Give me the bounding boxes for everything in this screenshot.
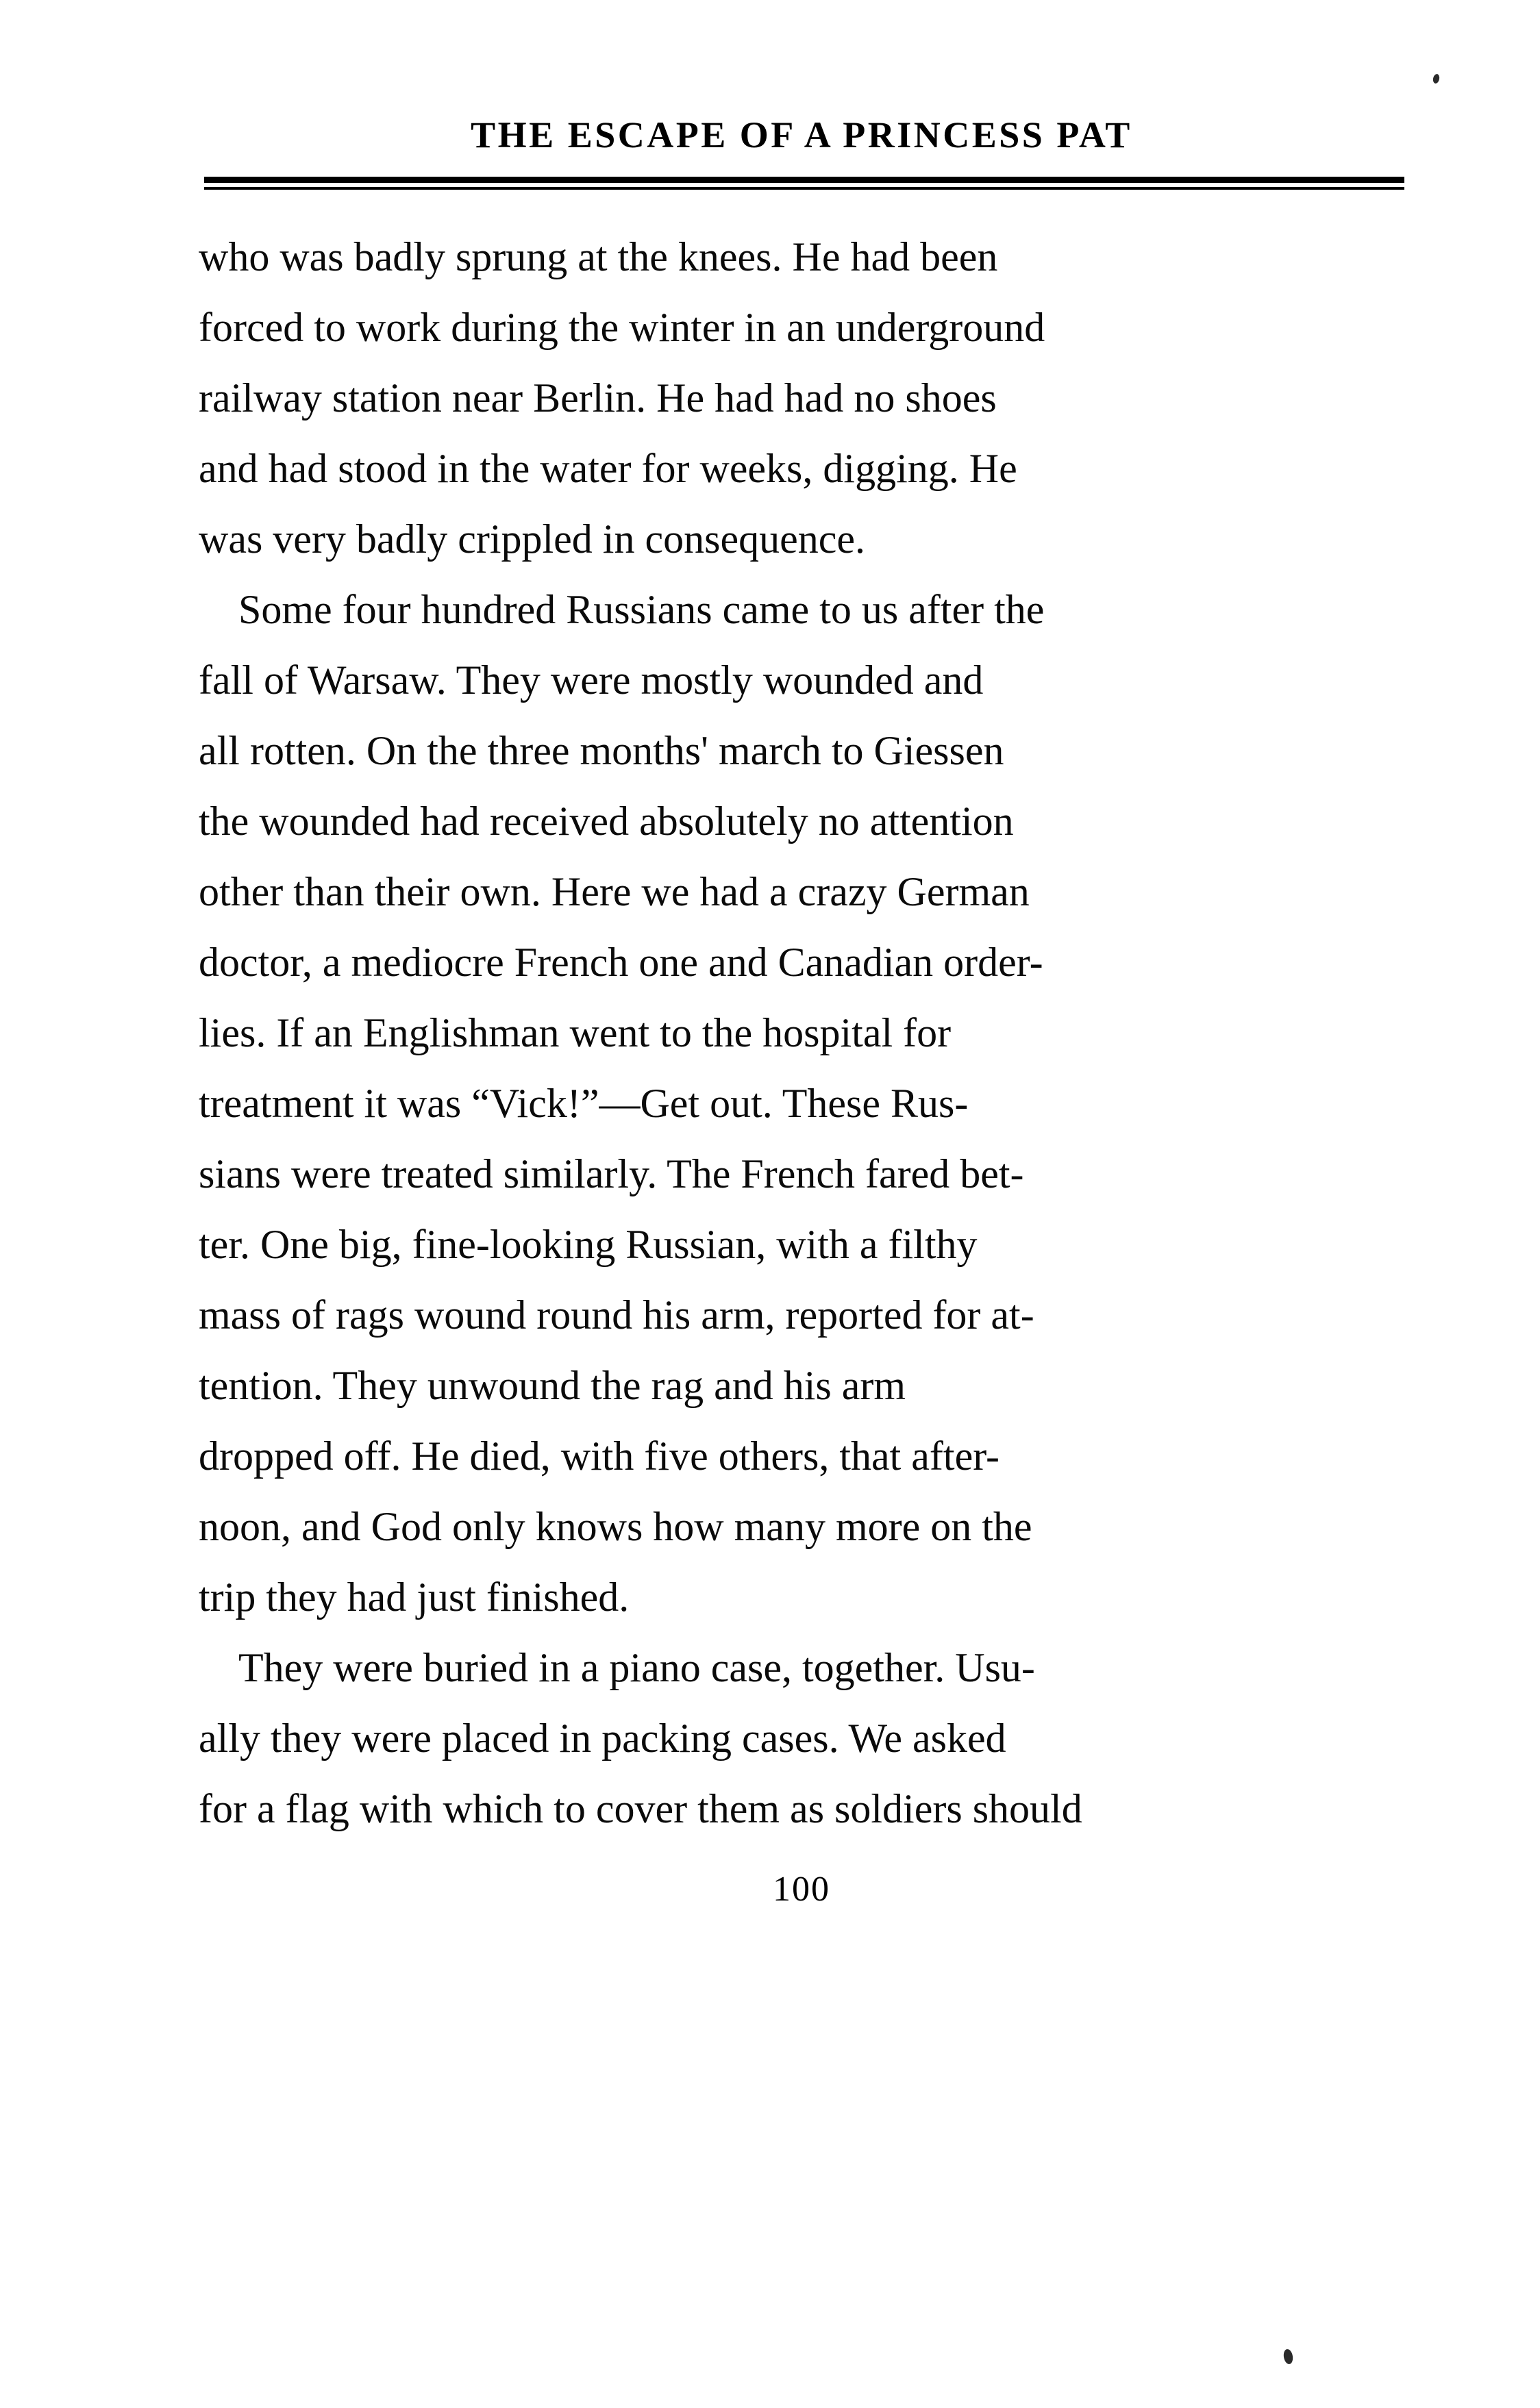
text-line: ally they were placed in packing cases. We asked (199, 1716, 1006, 1761)
text-line: trip they had just finished. (199, 1575, 630, 1620)
text-line: and had stood in the water for weeks, digging. He (199, 446, 1017, 491)
text-line: tention. They unwound the rag and his arm (199, 1363, 906, 1408)
text-line: railway station near Berlin. He had had no shoes (199, 375, 997, 421)
header-rule-thin (204, 187, 1404, 190)
text-line: lies. If an Englishman went to the hospital for (199, 1010, 952, 1055)
text-line: doctor, a mediocre French one and Canadian order- (199, 940, 1043, 985)
ink-speck-bottom (1282, 2348, 1294, 2365)
text-line: Some four hundred Russians came to us after the (238, 587, 1045, 632)
text-line: mass of rags wound round his arm, reported for at- (199, 1292, 1034, 1338)
text-line: all rotten. On the three months' march to Giessen (199, 728, 1004, 773)
paragraph (199, 222, 1404, 575)
text-line: dropped off. He died, with five others, that after- (199, 1433, 999, 1479)
header-rule-thick (204, 177, 1404, 183)
running-head: THE ESCAPE OF A PRINCESS PAT (471, 114, 1132, 155)
text-line: the wounded had received absolutely no attention (199, 799, 1014, 844)
paragraph (199, 1633, 1404, 1844)
text-line: was very badly crippled in consequence. (199, 516, 865, 562)
text-line: noon, and God only knows how many more on the (199, 1504, 1032, 1549)
body-text (199, 222, 1404, 1844)
page-content (199, 116, 1404, 1909)
text-line: sians were treated similarly. The French fared bet- (199, 1151, 1024, 1196)
text-line: ter. One big, fine-looking Russian, with a filthy (199, 1222, 978, 1267)
text-line: fall of Warsaw. They were mostly wounded and (199, 657, 984, 703)
text-line: treatment it was “Vick!”—Get out. These Rus- (199, 1081, 969, 1126)
text-line: for a flag with which to cover them as soldiers should (199, 1786, 1082, 1831)
header-rule (199, 177, 1404, 190)
text-line: who was badly sprung at the knees. He had been (199, 234, 998, 279)
text-line: forced to work during the winter in an underground (199, 305, 1045, 350)
ink-speck-top (1432, 73, 1441, 84)
paragraph (199, 575, 1404, 1633)
text-line: other than their own. Here we had a crazy German (199, 869, 1030, 914)
text-line: They were buried in a piano case, together. Usu- (238, 1645, 1035, 1690)
page-number: 100 (773, 1870, 830, 1909)
